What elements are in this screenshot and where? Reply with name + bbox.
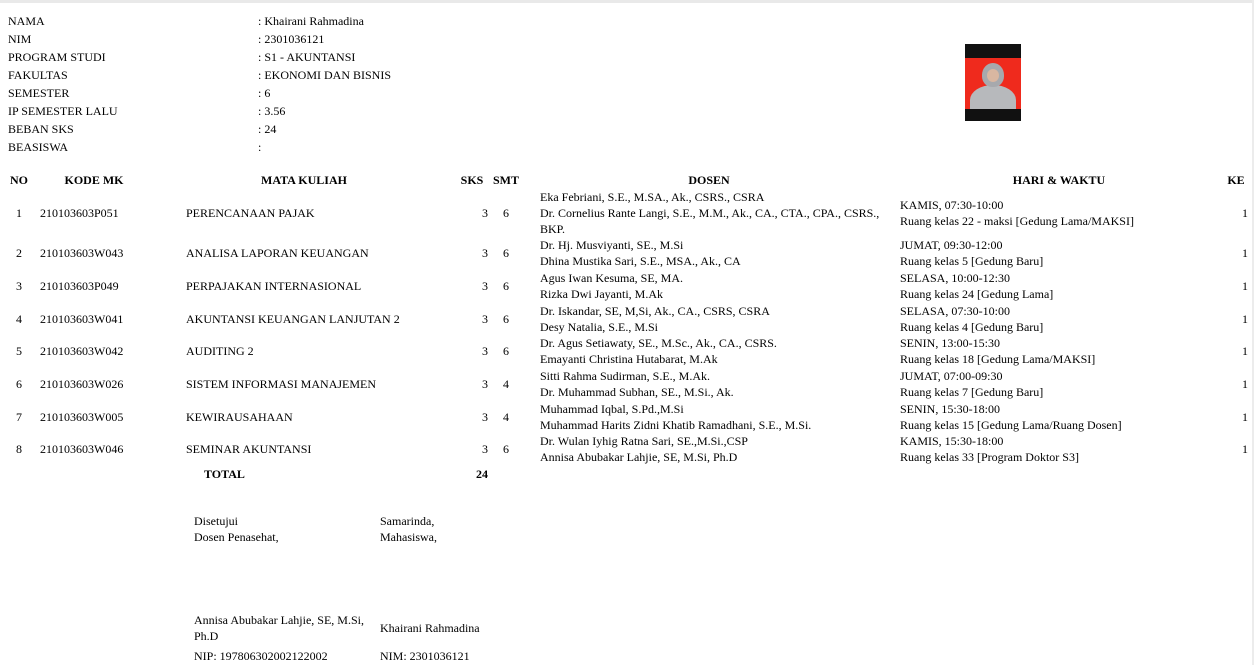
row-ke: 1 — [1242, 311, 1248, 326]
row-sks: 3 — [482, 344, 488, 358]
schedule-room: Ruang kelas 15 [Gedung Lama/Ruang Dosen] — [900, 417, 1122, 432]
row-sks: 3 — [482, 376, 488, 391]
info-value: : 3.56 — [258, 104, 286, 118]
row-smt: 6 — [503, 278, 509, 293]
info-label: BEBAN SKS — [8, 122, 74, 136]
dosen-name: Annisa Abubakar Lahjie, SE, M.Si, Ph.D — [540, 450, 738, 464]
info-row-prodi — [8, 48, 391, 66]
info-value: : Khairani Rahmadina — [258, 14, 364, 28]
total-sks: 24 — [476, 467, 488, 481]
header-sks: SKS — [460, 172, 484, 187]
schedule-room: Ruang kelas 4 [Gedung Baru] — [900, 319, 1044, 334]
info-label: PROGRAM STUDI — [8, 50, 106, 64]
row-dosen — [522, 269, 896, 302]
row-no: 7 — [16, 409, 22, 424]
top-border — [0, 0, 1254, 3]
info-label: NAMA — [8, 14, 45, 28]
row-sks: 3 — [482, 246, 488, 260]
info-row-nama — [8, 12, 391, 30]
total-row — [4, 465, 1250, 483]
header-dosen: DOSEN — [688, 172, 730, 187]
row-no: 6 — [16, 376, 22, 391]
schedule-room: Ruang kelas 24 [Gedung Lama] — [900, 286, 1054, 301]
info-row-beasiswa — [8, 138, 391, 156]
row-sks: 3 — [482, 442, 488, 456]
info-row-nim — [8, 30, 391, 48]
row-no: 3 — [16, 278, 22, 293]
row-dosen — [522, 302, 896, 335]
row-sks: 3 — [482, 206, 488, 220]
advisor-nip: NIP: 197806302002122002 — [194, 649, 328, 663]
row-kode: 210103603W042 — [40, 344, 124, 358]
table-row — [4, 189, 1250, 237]
row-hari-waktu — [896, 237, 1222, 269]
dosen-name: Dr. Agus Setiawaty, SE., M.Sc., Ak., CA., CSRS. — [540, 336, 777, 350]
dosen-name: Muhammad Iqbal, S.Pd.,M.Si — [540, 401, 684, 416]
row-no: 5 — [16, 344, 22, 358]
info-value: : — [258, 140, 262, 154]
row-ke: 1 — [1242, 442, 1248, 456]
row-hari-waktu — [896, 269, 1222, 302]
dosen-name: Dr. Iskandar, SE, M,Si, Ak., CA., CSRS, CSRA — [540, 303, 770, 318]
schedule-time: SENIN, 13:00-15:30 — [900, 336, 1000, 350]
row-hari-waktu — [896, 189, 1222, 237]
row-hari-waktu — [896, 367, 1222, 400]
schedule-time: JUMAT, 09:30-12:00 — [900, 238, 1003, 252]
row-ke: 1 — [1242, 376, 1248, 391]
header-kode: KODE MK — [64, 172, 124, 187]
header-smt: SMT — [492, 172, 519, 187]
row-ke: 1 — [1242, 278, 1248, 293]
info-row-fakultas — [8, 66, 391, 84]
schedule-time: JUMAT, 07:00-09:30 — [900, 368, 1003, 383]
dosen-name: Dr. Muhammad Subhan, SE., M.Si., Ak. — [540, 384, 734, 399]
row-kode: 210103603P049 — [40, 278, 119, 293]
schedule-time: SELASA, 10:00-12:30 — [900, 270, 1011, 285]
schedule-time: KAMIS, 15:30-18:00 — [900, 434, 1004, 448]
row-sks: 3 — [482, 278, 488, 293]
row-dosen — [522, 433, 896, 465]
schedule-time: SELASA, 07:30-10:00 — [900, 303, 1011, 318]
table-row — [4, 367, 1250, 400]
table-row — [4, 400, 1250, 433]
info-row-semester — [8, 84, 391, 102]
row-hari-waktu — [896, 335, 1222, 367]
total-label: TOTAL — [204, 467, 245, 481]
dosen-name: Dr. Cornelius Rante Langi, S.E., M.M., Ak., CA., CTA., CPA., CSRS., BKP. — [540, 206, 880, 236]
row-mata-kuliah: KEWIRAUSAHAAN — [186, 409, 293, 424]
row-hari-waktu — [896, 433, 1222, 465]
dosen-name: Eka Febriani, S.E., M.SA., Ak., CSRS., CSRA — [540, 190, 765, 204]
schedule-room: Ruang kelas 5 [Gedung Baru] — [900, 254, 1044, 268]
row-dosen — [522, 335, 896, 367]
table-row — [4, 269, 1250, 302]
table-row — [4, 237, 1250, 269]
table-row — [4, 433, 1250, 465]
photo-body — [970, 85, 1016, 109]
row-sks: 3 — [482, 409, 488, 424]
header-ke: KE — [1227, 172, 1245, 187]
row-ke: 1 — [1242, 409, 1248, 424]
dosen-name: Agus Iwan Kesuma, SE, MA. — [540, 270, 683, 285]
info-row-sks — [8, 120, 391, 138]
signature-block — [194, 513, 480, 664]
dosen-name: Dhina Mustika Sari, S.E., MSA., Ak., CA — [540, 254, 741, 268]
dosen-name: Muhammad Harits Zidni Khatib Ramadhani, S.E., M.Si. — [540, 417, 812, 432]
row-dosen — [522, 189, 896, 237]
info-value: : 6 — [258, 86, 271, 100]
header-hari-waktu: HARI & WAKTU — [1012, 172, 1106, 187]
schedule-room: Ruang kelas 22 - maksi [Gedung Lama/MAKSI] — [900, 214, 1134, 228]
row-ke: 1 — [1242, 344, 1248, 358]
info-label: FAKULTAS — [8, 68, 68, 82]
schedule-room: Ruang kelas 18 [Gedung Lama/MAKSI] — [900, 352, 1096, 366]
info-label: IP SEMESTER LALU — [8, 104, 118, 118]
row-ke: 1 — [1242, 246, 1248, 260]
dosen-name: Dr. Wulan Iyhig Ratna Sari, SE.,M.Si.,CSP — [540, 434, 748, 448]
header-mata-kuliah: MATA KULIAH — [261, 172, 347, 187]
row-kode: 210103603P051 — [40, 206, 119, 220]
row-kode: 210103603W005 — [40, 409, 124, 424]
photo-background — [965, 58, 1021, 109]
info-value: : S1 - AKUNTANSI — [258, 50, 356, 64]
row-no: 4 — [16, 311, 22, 326]
table-header-row — [4, 171, 1250, 189]
header-no: NO — [10, 172, 28, 187]
advisor-name: Annisa Abubakar Lahjie, SE, M.Si, Ph.D — [194, 613, 364, 643]
row-sks: 3 — [482, 311, 488, 326]
row-smt: 6 — [503, 311, 509, 326]
info-value: : 24 — [258, 122, 277, 136]
dosen-name: Desy Natalia, S.E., M.Si — [540, 319, 658, 334]
row-mata-kuliah: SISTEM INFORMASI MANAJEMEN — [186, 376, 377, 391]
photo-face — [987, 69, 999, 82]
row-no: 2 — [16, 246, 22, 260]
place-label: Samarinda, Mahasiswa, — [380, 514, 437, 544]
schedule-room: Ruang kelas 33 [Program Doktor S3] — [900, 450, 1079, 464]
row-smt: 4 — [503, 409, 509, 424]
row-mata-kuliah: AUDITING 2 — [186, 344, 254, 358]
row-smt: 6 — [503, 246, 509, 260]
student-name: Khairani Rahmadina — [380, 621, 480, 635]
dosen-name: Sitti Rahma Sudirman, S.E., M.Ak. — [540, 368, 711, 383]
row-kode: 210103603W043 — [40, 246, 124, 260]
row-smt: 6 — [503, 442, 509, 456]
row-mata-kuliah: PERPAJAKAN INTERNASIONAL — [186, 278, 362, 293]
row-hari-waktu — [896, 400, 1222, 433]
row-mata-kuliah: ANALISA LAPORAN KEUANGAN — [186, 246, 369, 260]
info-value: : 2301036121 — [258, 32, 325, 46]
schedule-room: Ruang kelas 7 [Gedung Baru] — [900, 384, 1044, 399]
row-dosen — [522, 367, 896, 400]
info-label: NIM — [8, 32, 32, 46]
row-dosen — [522, 237, 896, 269]
student-nim: NIM: 2301036121 — [380, 649, 470, 663]
row-mata-kuliah: AKUNTANSI KEUANGAN LANJUTAN 2 — [186, 311, 400, 326]
student-photo — [965, 44, 1021, 121]
row-no: 1 — [16, 206, 22, 220]
schedule-time: SENIN, 15:30-18:00 — [900, 401, 1000, 416]
row-dosen — [522, 400, 896, 433]
dosen-name: Dr. Hj. Musviyanti, SE., M.Si — [540, 238, 684, 252]
dosen-name: Rizka Dwi Jayanti, M.Ak — [540, 286, 663, 301]
row-smt: 6 — [503, 344, 509, 358]
row-smt: 6 — [503, 206, 509, 220]
info-label: BEASISWA — [8, 140, 69, 154]
info-row-ip — [8, 102, 391, 120]
info-value: : EKONOMI DAN BISNIS — [258, 68, 392, 82]
row-kode: 210103603W041 — [40, 311, 124, 326]
row-kode: 210103603W046 — [40, 442, 124, 456]
row-mata-kuliah: PERENCANAAN PAJAK — [186, 206, 315, 220]
table-row — [4, 335, 1250, 367]
info-label: SEMESTER — [8, 86, 70, 100]
course-rows — [4, 189, 1250, 465]
schedule-time: KAMIS, 07:30-10:00 — [900, 198, 1004, 212]
row-no: 8 — [16, 442, 22, 456]
course-table — [4, 171, 1250, 483]
row-smt: 4 — [503, 376, 509, 391]
row-ke: 1 — [1242, 206, 1248, 220]
row-mata-kuliah: SEMINAR AKUNTANSI — [186, 442, 312, 456]
row-hari-waktu — [896, 302, 1222, 335]
student-info — [8, 12, 391, 156]
dosen-name: Emayanti Christina Hutabarat, M.Ak — [540, 352, 718, 366]
table-row — [4, 302, 1250, 335]
row-kode: 210103603W026 — [40, 376, 124, 391]
approved-label: Disetujui Dosen Penasehat, — [194, 514, 279, 544]
